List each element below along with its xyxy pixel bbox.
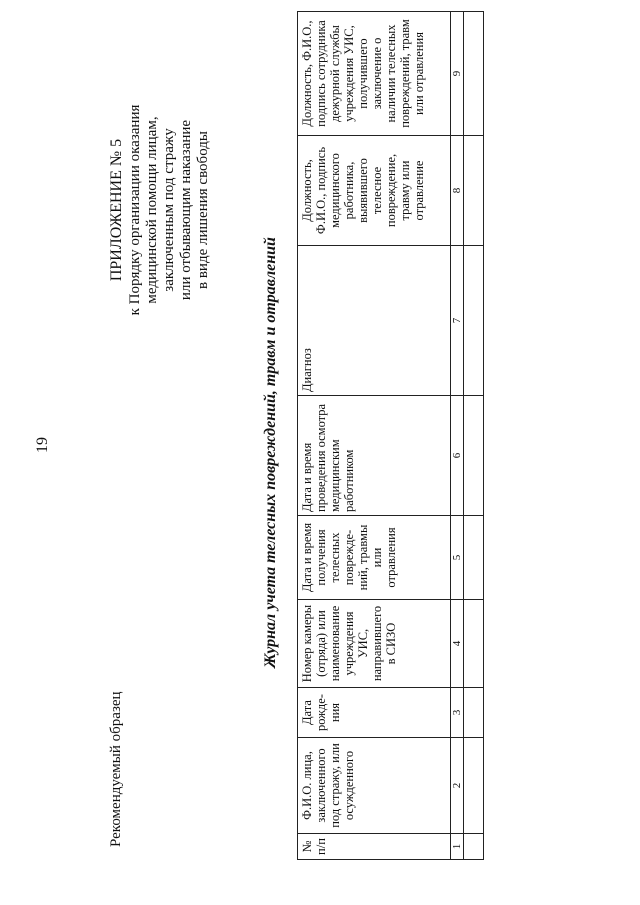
header-cell-injury-date: Дата и время получения телесных поврежде-ний, травмы или отравления bbox=[298, 516, 451, 600]
table-row bbox=[464, 12, 484, 860]
appendix-line: или отбывающим наказание bbox=[178, 119, 194, 301]
header-cell-birth-date: Дата рожде-ния bbox=[298, 688, 451, 738]
journal-table bbox=[297, 11, 484, 860]
column-number: 2 bbox=[451, 738, 464, 834]
header-cell-diagnosis: Диагноз bbox=[298, 246, 451, 396]
table-cell bbox=[464, 136, 484, 246]
recommended-sample-label: Рекомендуемый образец bbox=[108, 691, 124, 847]
table-cell bbox=[464, 834, 484, 860]
table-cell bbox=[464, 688, 484, 738]
journal-title: Журнал учета телесных повреждений, травм и отравлений bbox=[262, 237, 279, 668]
header-cell-exam-date: Дата и время проведения осмотра медицинским работником bbox=[298, 396, 451, 516]
table-cell bbox=[464, 12, 484, 136]
header-cell-full-name: Ф.И.О. лица, заключенного под стражу, или осужденного bbox=[298, 738, 451, 834]
column-number: 7 bbox=[451, 246, 464, 396]
appendix-block bbox=[108, 75, 212, 345]
table-cell bbox=[464, 516, 484, 600]
header-cell-duty-officer-signature: Должность, Ф.И.О., подпись сотрудника дежурной службы учреждения УИС, получившего заключение о наличии телесных повреждений, травм или отравления bbox=[298, 12, 451, 136]
appendix-line: заключенным под стражу bbox=[161, 128, 177, 292]
column-number: 1 bbox=[451, 834, 464, 860]
column-number-row bbox=[451, 12, 464, 860]
column-number: 6 bbox=[451, 396, 464, 516]
table-cell bbox=[464, 396, 484, 516]
page-number: 19 bbox=[34, 437, 51, 453]
appendix-title: ПРИЛОЖЕНИЕ № 5 bbox=[108, 138, 125, 282]
table-cell bbox=[464, 246, 484, 396]
appendix-line: к Порядку организации оказания bbox=[127, 104, 143, 316]
appendix-line: в виде лишения свободы bbox=[195, 131, 211, 289]
column-number: 5 bbox=[451, 516, 464, 600]
column-number: 8 bbox=[451, 136, 464, 246]
column-number: 3 bbox=[451, 688, 464, 738]
table-cell bbox=[464, 600, 484, 688]
appendix-line: медицинской помощи лицам, bbox=[144, 116, 160, 304]
header-cell-cell-number: Номер камеры (отряда) или наименование учреждения УИС, направившего в СИЗО bbox=[298, 600, 451, 688]
table-cell bbox=[464, 738, 484, 834]
column-number: 9 bbox=[451, 12, 464, 136]
header-cell-medic-signature: Должность, Ф.И.О., подпись медицинского работника, выявившего телесное повреждение, травму или отравление bbox=[298, 136, 451, 246]
header-row bbox=[298, 12, 451, 860]
column-number: 4 bbox=[451, 600, 464, 688]
header-cell-row-number: № п/п bbox=[298, 834, 451, 860]
